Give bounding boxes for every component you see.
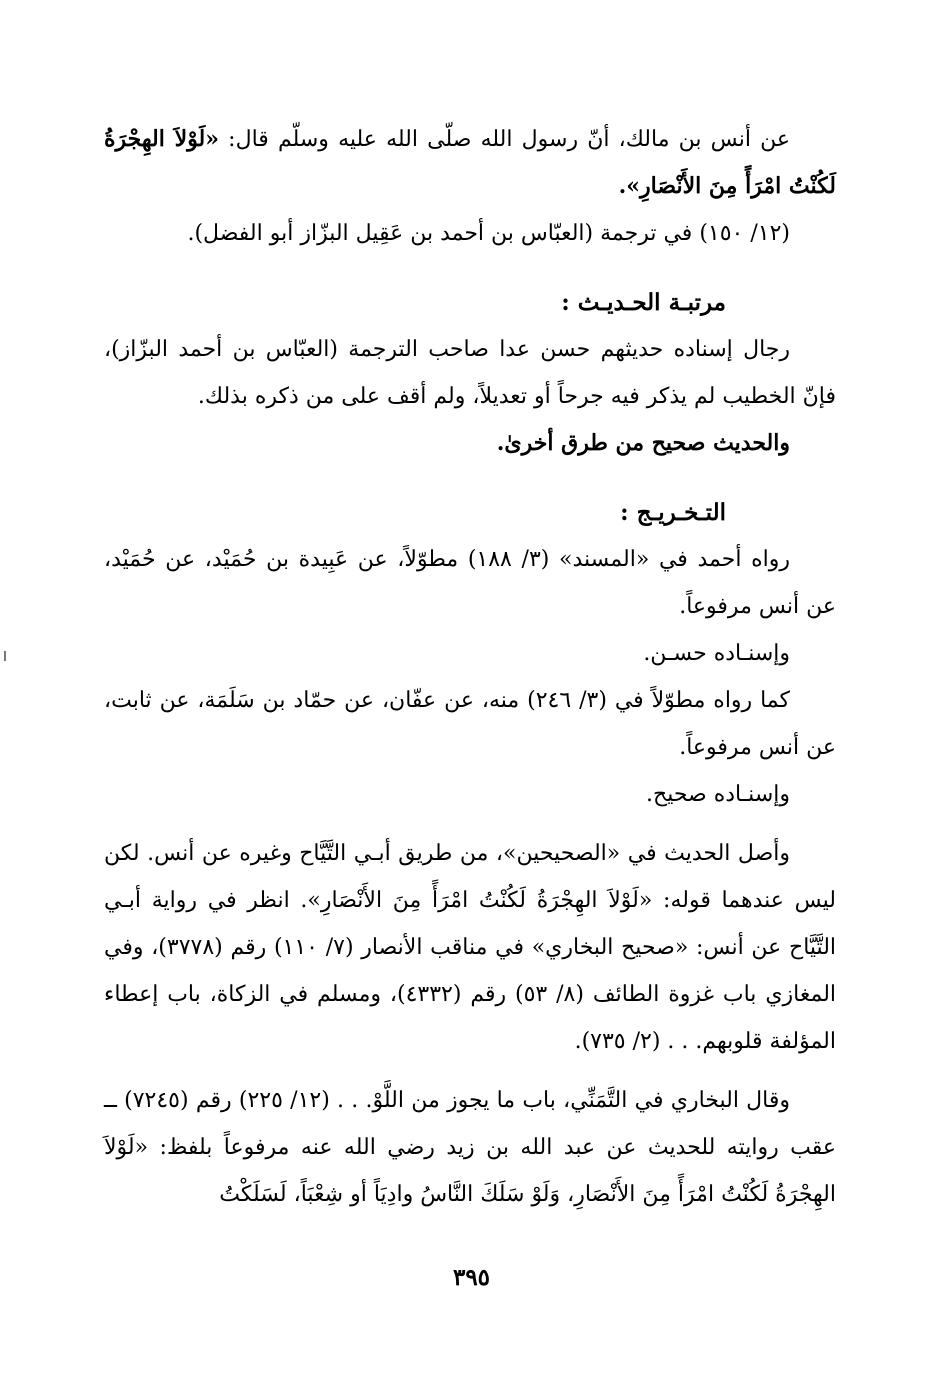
rank-conclusion: والحديث صحيح من طرق أخرىٰ. [496, 430, 790, 456]
main-text-block [104, 116, 836, 1218]
rank-paragraph: رجال إسناده حديثهم حسن عدا صاحب الترجمة (العبّاس بن أحمد البزّاز)، فإنّ الخطيب لم يذكر فيه جرحاً أو تعديلاً، ولم أقف على من ذكره بذلك. [104, 337, 836, 409]
heading-takhrij: التـخـريـج : [620, 499, 726, 526]
hadith-text: «لَوْلاَ الهِجْرَةُ لَكُنْتُ امْرَأً مِنَ الأَنْصَارِ». [104, 126, 836, 199]
page-number: ٣٩٥ [452, 1264, 491, 1291]
source-citation: (١٢/ ١٥٠) في ترجمة (العبّاس بن أحمد بن عَقِيل البزّاز أبو الفضل). [187, 221, 790, 246]
takhrij-ahmad-1: رواه أحمد في «المسند» (٣/ ١٨٨) مطوّلاً، عن عَبِيدة بن حُمَيْد، عن حُمَيْد، عن أنس مرفوعاً. [104, 547, 836, 619]
hadith-intro: عن أنس بن مالك، أنّ رسول الله صلّى الله عليه وسلّم قال: [219, 127, 790, 152]
heading-hadith-rank: مرتبـة الحـديـث : [561, 289, 726, 316]
scan-margin-mark [4, 651, 6, 661]
hadith-paragraph [104, 116, 836, 210]
bukhari-paragraph: وقال البخاري في التَّمَنِّي، باب ما يجوز من اللَّوْ. . . (١٢/ ٢٢٥) رقم (٧٢٤٥) ــ عقب روايته للحديث عن عبد الله بن زيد رضي الله عنه مرفوعاً بلفظ: «لَوْلاَ الهِجْرَةُ لَكُنْتُ امْرَأً مِنَ الأَنْصَارِ، وَلَوْ سَلَكَ النَّاسُ وادِيَاً أو شِعْبَاً، لَسَلَكْتُ [104, 1088, 836, 1207]
isnad-hasan: وإسنـاده حسـن. [643, 641, 790, 666]
isnad-sahih: وإسنـاده صحيح. [646, 782, 790, 807]
takhrij-ahmad-2: كما رواه مطوّلاً في (٣/ ٢٤٦) منه، عن عفّان، عن حمّاد بن سَلَمَة، عن ثابت، عن أنس مرفوعاً. [104, 688, 836, 760]
asl-paragraph: وأصل الحديث في «الصحيحين»، من طريق أبـي التَّيَّاح وغيره عن أنس. لكن ليس عندهما قوله: «لَوْلاَ الهِجْرَةُ لَكُنْتُ امْرَأً مِنَ الأَنْصَارِ». انظر في رواية أبـي التَّيَّاح عن أنس: «صحيح البخاري» في مناقب الأنصار (٧/ ١١٠) رقم (٣٧٧٨)، وفي المغازي باب غزوة الطائف (٨/ ٥٣) رقم (٤٣٣٢)، ومسلم في الزكاة، باب إعطاء المؤلفة قلوبهم. . . (٢/ ٧٣٥). [104, 841, 837, 1054]
